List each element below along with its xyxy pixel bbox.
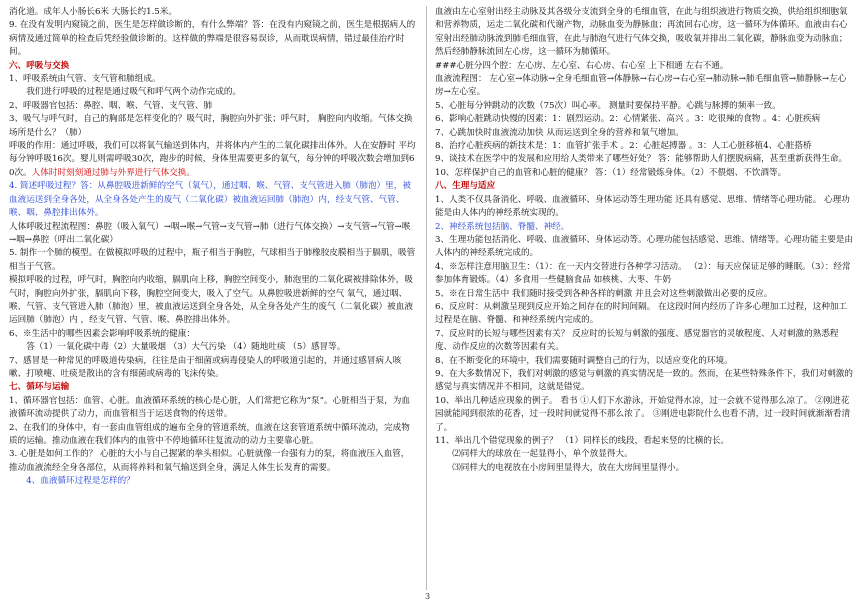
right-paragraph <box>435 368 853 395</box>
right-paragraph <box>435 194 853 221</box>
paragraph-text: 4、血液循环过程是怎样的？ <box>26 476 135 487</box>
right-paragraph <box>435 153 853 166</box>
left-paragraph <box>9 475 416 488</box>
left-paragraph <box>9 328 416 341</box>
right-paragraph <box>435 234 853 261</box>
paragraph-text: 我们进行呼吸的过程是通过吸气和呼气两个动作完成的。 <box>26 87 242 98</box>
paragraph-text: 消化道。成年人小肠长6米 大肠长约1.5米。 <box>9 7 177 17</box>
paragraph-text: 7、心跳加快时血液流动加快 从而运送到全身的营养和氧气增加。 <box>435 127 684 138</box>
paragraph-text: 10、怎样保护自己的血管和心脏的健康？ 答：（1）经常锻炼身体。（2）不偎烟、不饮酒等。 <box>435 167 787 178</box>
right-paragraph <box>435 435 853 448</box>
right-paragraph <box>435 167 853 180</box>
paragraph-text: 人体呼吸过程流程图：鼻腔（吸入氧气）→咽→喉→气管→支气管→肺（进行气体交换）→支气管→气管→喉→咽→鼻腔（呼出二氧化碳） <box>9 221 411 245</box>
right-paragraph <box>435 288 853 301</box>
left-paragraph <box>9 221 416 248</box>
column-divider <box>426 6 427 590</box>
left-paragraph <box>9 381 416 394</box>
paragraph-text: 呼吸的作用：通过呼吸，我们可以将氧气输送到体内，并将体内产生的二氧化碳排出体外。人在安静时 平均每分钟呼吸16次。婴儿则需呼吸30次，跑步的时候，身体里需要更多的氧气，每分钟的呼吸次数会增加到60次。 <box>9 141 416 178</box>
paragraph-text: 6、影响心脏跳动快慢的因素：1：剧烈运动。2：心情紧张、高兴 。3：吃很辣的食物 。4：心脏疾病 <box>435 114 821 125</box>
left-paragraph <box>9 448 416 475</box>
paragraph-text: 六、呼吸与交换 <box>9 60 70 71</box>
left-paragraph <box>9 86 416 99</box>
paragraph-text: 7、反应时的长短与哪些因素有关？ 反应时的长短与刺激的强度、感觉器官的灵敏程度、人对刺激的熟悉程度、动作反应的次数等因素有关。 <box>435 328 839 353</box>
paragraph-text: 9、谈技术在医学中的发展和应用给人类带来了哪些好处？ 答：能够帮助人们摆脱病痛，甚至重新获得生命。 <box>435 154 848 165</box>
right-paragraph <box>435 100 853 113</box>
paragraph-text: ⑶同样大的电视放在小房间里显得大，放在大房间里显得小。 <box>452 462 685 473</box>
right-paragraph <box>435 180 853 193</box>
paragraph-text: 1、人类不仅具备消化、呼吸、血液循环、身体运动等生理功能 还具有感觉、思维、情绪等心理功能。 心理功能是由人体内的神经系统实现的。 <box>435 194 850 219</box>
paragraph-text-highlight: 人体时时刻刻通过肺与外界进行气体交换。 <box>31 167 195 178</box>
right-paragraph <box>435 60 853 73</box>
paragraph-text: 6、反应时：从刺激呈现到反应开始之间存在的时间间隔。 在这段时间内经历了许多心理加工过程，这种加工过程是在脑、脊髓、和神经系统内完成的。 <box>435 301 848 326</box>
right-paragraph <box>435 113 853 126</box>
paragraph-text: 9、在大多数情况下，我们对刺激的感觉与刺激的真实情况是一致的。然而，在某些特殊条件下，我们对刺激的感觉与真实情况并不相同，这就是错觉。 <box>435 368 853 393</box>
right-paragraph <box>435 462 853 475</box>
paragraph-text: 1、循环器官包括：血管、心脏。血液循环系统的核心是心脏，人们常把它称为“泵”。心脏相当于泵，为血液循环流动提供了动力，而血管相当于运送食物的传送带。 <box>9 395 410 420</box>
left-paragraph <box>9 355 416 382</box>
paragraph-text: 3、吸气与呼气时，自己的胸部是怎样变化的？吸气时，胸腔向外扩张；呼气时， 胸腔向内收缩。气体交换场所是什么？（肺） <box>9 114 413 138</box>
paragraph-text: 5、※在日常生活中 我们随时接受到各种各样的刺激 并且会对这些刺激做出必要的反应。 <box>435 288 773 299</box>
right-paragraph <box>435 448 853 461</box>
left-paragraph <box>9 395 416 422</box>
right-paragraph <box>435 395 853 435</box>
paragraph-text: 9. 在没有发明内窥镜之前，医生是怎样做诊断的，有什么弊端？答：在没有内窥镜之前，医生是根据病人的病情及通过简单的检查后凭经验做诊断的。这样做的弊端是很容易误诊，从而耽误病情，错过最佳治疗时间。 <box>9 20 416 58</box>
right-column <box>435 6 853 590</box>
paragraph-text: 2、神经系统包括脑、脊髓、神经。 <box>435 221 570 232</box>
left-paragraph <box>9 100 416 113</box>
right-paragraph <box>435 6 853 60</box>
paragraph-text: 3. 心脏是如何工作的？ 心脏的大小与自己握紧的拳头相似。心脏就像一台强有力的泵，将血液压入血管，推动血液流经全身各部位，从而将养料和氧气输送到全身，满足人体生长发育的需要。 <box>9 449 410 473</box>
paragraph-text: ###心脏分四个腔：左心房、左心室、右心房、右心室 上下相通 左右不通。 <box>435 60 729 71</box>
right-paragraph <box>435 221 853 234</box>
paragraph-text: 11、举出几个错觉现象的例子？ （1）同样长的线段，看起来竖的比横的长。 <box>435 436 730 446</box>
paragraph-text: 1、呼吸系统由气管、支气管和肺组成。 <box>9 74 161 85</box>
paragraph-text: 2、在我们的身体中，有一套由血管组成的遍布全身的管道系统，血液在这套管道系统中循环流动，完成物质的运输。推动血液在我们体内的血管中不停地循环往复流动的动力主要靠心脏。 <box>9 422 410 446</box>
paragraph-text: 血液流程图： 左心室→体动脉→全身毛细血管→体静脉→右心房→右心室→肺动脉→肺毛细血管→肺静脉→左心房→左心室。 <box>435 74 847 98</box>
page-number: 3 <box>425 592 431 601</box>
paragraph-text-highlight: 答：从鼻腔吸进新鲜的空气（氧气），通过咽、喉、气管、支气管进入肺（肺泡）里，被血液运送到全身各处，从全身各处产生的废气（二氧化碳）被血液运回肺（肺泡）内，经支气管、气管、喉、咽、鼻腔排出体外。 <box>9 181 411 219</box>
paragraph-text: 7、感冒是一种常见的呼吸道传染病，往往是由于细菌或病毒侵染人的呼吸道引起的，并通过感冒病人咳嗽、打喷嚏、吐痰是散出的含有细菌或病毒的飞沫传染。 <box>9 355 402 379</box>
right-paragraph <box>435 301 853 328</box>
right-paragraph <box>435 140 853 153</box>
left-paragraph <box>9 180 416 220</box>
right-paragraph <box>435 328 853 355</box>
paragraph-text: 血液由左心室射出经主动脉及其各级分支流到全身的毛细血管，在此与组织液进行物质交换，供给组织细胞氧和营养物质，运走二氧化碳和代谢产物，动脉血变为静脉血；再流回右心房，这一循环为体循环。血液由右心室射出经肺动脉流到肺毛细血管，在此与肺泡气进行气体交换，吸收氧并排出二氧化碳，静脉血变为动脉血；然后经肺静脉流回左心房，这一循环为肺循环。 <box>435 7 848 58</box>
right-paragraph <box>435 73 853 100</box>
right-paragraph <box>435 261 853 288</box>
paragraph-text: 2、呼吸器官包括：鼻腔、咽、喉、气管、支气管、肺 <box>9 100 213 111</box>
left-paragraph <box>9 140 416 180</box>
left-paragraph <box>9 6 416 19</box>
paragraph-text: 8、治疗心脏疾病的新技术是：1：血管扩张手术 。2：心脏起搏器 。3：人工心脏移植4、心脏搭桥 <box>435 141 812 152</box>
paragraph-text: 5、心脏每分钟跳动的次数（75次）叫心率。 测量时要保持平静。心跳与脉搏的频率一致。 <box>435 100 781 111</box>
left-paragraph <box>9 274 416 328</box>
left-paragraph <box>9 73 416 86</box>
paragraph-text: 答（1）一氧化碳中毒（2）大量吸烟 （3）大气污染 （4）随地吐痰 （5）感冒等。 <box>26 342 346 353</box>
paragraph-text: 4、※怎样注意用脑卫生：（1）：在一天内交替进行各种学习活动。 （2）：每天应保证足够的睡眠。（3）：经常参加体育锻炼。（4）多食用一些健脑食品 如核桃、大枣、牛奶 <box>435 261 851 286</box>
paragraph-text: 3、生理功能包括消化、呼吸、血液循环、身体运动等。心理功能包括感觉、思维、情绪等。心理功能主要是由人体内的神经系统完成的。 <box>435 234 853 259</box>
left-column <box>9 6 416 590</box>
paragraph-text: 八、生理与适应 <box>435 181 496 192</box>
paragraph-text: 8、在不断变化的环境中，我们需要随时调整自己的行为，以适应变化的环境。 <box>435 355 733 366</box>
paragraph-text: 5. 制作一个肺的模型。在做模拟呼吸的过程中，瓶子相当于胸腔，气球相当于肺橡胶皮膜相当于膈肌，吸管相当于气管。 <box>9 248 416 272</box>
right-paragraph <box>435 127 853 140</box>
paragraph-text: 6、※生活中的哪些因素会影响呼吸系统的健康： <box>9 328 195 339</box>
left-paragraph <box>9 113 416 140</box>
paragraph-text: ⑵同样大的球放在一起显得小，单个放显得大。 <box>452 449 633 460</box>
paragraph-text: 4. 简述呼吸过程？ <box>9 181 81 192</box>
left-paragraph <box>9 19 416 59</box>
paragraph-text: 七、循环与运输 <box>9 382 70 393</box>
left-paragraph <box>9 60 416 73</box>
left-paragraph <box>9 422 416 449</box>
right-paragraph <box>435 355 853 368</box>
left-paragraph <box>9 247 416 274</box>
paragraph-text: 模拟呼吸的过程，呼气时，胸腔向内收缩，膈肌向上移，胸腔空间变小，肺泡里的二氧化碳被排除体外，吸气时，胸腔向外扩张，膈肌向下移，胸腔空间变大，吸入了空气。从鼻腔吸进新鲜的空气 氧气，通过咽、喉、气管、支气管进入肺（肺泡）里，被血液运送到全身各处，从全身各处产生的废气（二氧化碳）被血液运回肺（肺泡）内 ，经支气管、气管、喉、鼻腔排出体外。 <box>9 275 413 326</box>
paragraph-text: 10、举出几种适应现象的例子。 看书 ①人们下水游泳，开始觉得水凉，过一会就不觉得那么凉了。 ②刚进花园就能闻到很浓的花香，过一段时间就觉得不那么浓了。 ③刚进电影院什么也看不清，过一段时间就渐渐看清了。 <box>435 395 851 433</box>
left-paragraph <box>9 341 416 354</box>
